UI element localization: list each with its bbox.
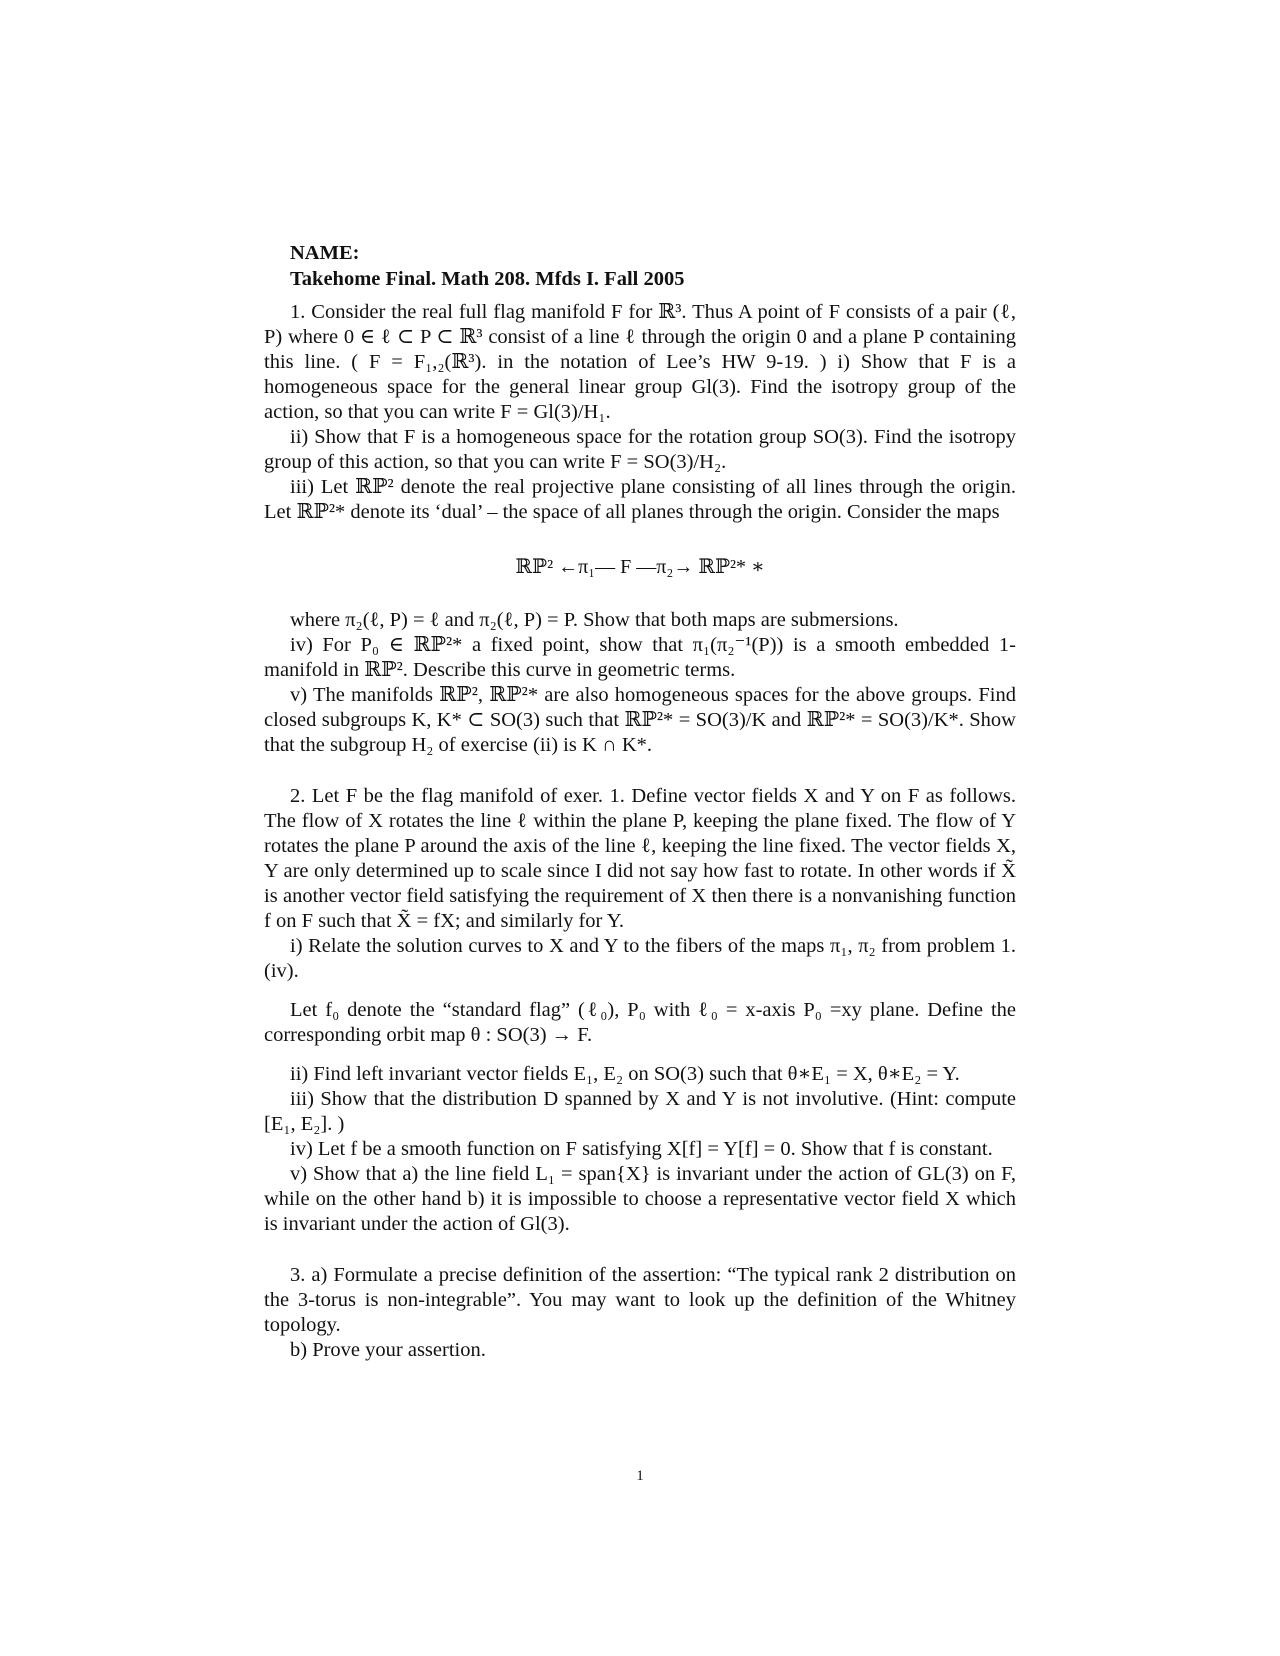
maps-diagram: ℝℙ² ←π₁— F —π₂→ ℝℙ²* ∗: [515, 556, 765, 578]
problem-3-part-a: 3. a) Formulate a precise definition of the assertion: “The typical rank 2 distribution on the 3-torus is non-integrable”. You may want to look up the definition of the Whitney topology.: [264, 1264, 1016, 1336]
problem-1-part-v: v) The manifolds ℝℙ², ℝℙ²* are also homogeneous spaces for the above groups. Find closed subgroups K, K* ⊂ SO(3) such that ℝℙ²* = SO(3)/K and ℝℙ²* = SO(3)/K*. Show that the subgroup H₂ of exercise (ii) is K ∩ K*.: [264, 684, 1016, 756]
problem-2-part-iii: iii) Show that the distribution D spanned by X and Y is not involutive. (Hint: compute [E₁, E₂]. ): [264, 1088, 1016, 1135]
problem-1-part-iii: iii) Let ℝℙ² denote the real projective plane consisting of all lines through the origin. Let ℝℙ²* denote its ‘dual’ – the space of all planes through the origin. Consider the maps: [264, 476, 1016, 523]
problem-1-intro: 1. Consider the real full flag manifold F for ℝ³. Thus A point of F consists of a pair (ℓ, P) where 0 ∈ ℓ ⊂ P ⊂ ℝ³ consist of a line ℓ through the origin 0 and a plane P containing this line. ( F = F₁,₂(ℝ³). in the notation of Lee’s HW 9-19. ) i) Show that F is a homogeneous space for the general linear group Gl(3). Find the isotropy group of the action, so that you can write F = Gl(3)/H₁.: [264, 301, 1016, 423]
problem-1-part-ii: ii) Show that F is a homogeneous space for the rotation group SO(3). Find the isotropy group of this action, so that you can write F = SO(3)/H₂.: [264, 426, 1016, 473]
problem-2-part-i: i) Relate the solution curves to X and Y to the fibers of the maps π₁, π₂ from problem 1.(iv).: [264, 935, 1016, 982]
problem-2-part-iv: iv) Let f be a smooth function on F satisfying X[f] = Y[f] = 0. Show that f is constant.: [290, 1138, 993, 1160]
problem-2-part-v: v) Show that a) the line field L₁ = span{X} is invariant under the action of GL(3) on F, while on the other hand b) it is impossible to choose a representative vector field X which is invariant under the action of Gl(3).: [264, 1163, 1016, 1235]
page-number: 1: [636, 1468, 644, 1484]
problem-3-part-b: b) Prove your assertion.: [290, 1339, 486, 1361]
problem-1-after-diagram: where π₂(ℓ, P) = ℓ and π₂(ℓ, P) = P. Show that both maps are submersions.: [290, 609, 899, 631]
problem-1-part-iv: iv) For P₀ ∈ ℝℙ²* a fixed point, show that π₁(π₂⁻¹(P)) is a smooth embedded 1-manifold in ℝℙ². Describe this curve in geometric terms.: [264, 634, 1016, 681]
name-label: NAME:: [290, 242, 360, 264]
problem-2-standard-flag: Let f₀ denote the “standard flag” (ℓ₀), P₀ with ℓ₀ = x-axis P₀ =xy plane. Define the corresponding orbit map θ : SO(3) → F.: [264, 999, 1016, 1046]
document-page: [264, 240, 1016, 1363]
problem-2-part-ii: ii) Find left invariant vector fields E₁, E₂ on SO(3) such that θ∗E₁ = X, θ∗E₂ = Y.: [290, 1063, 960, 1085]
page-title: Takehome Final. Math 208. Mfds I. Fall 2005: [290, 268, 685, 290]
problem-2-intro: 2. Let F be the flag manifold of exer. 1. Define vector fields X and Y on F as follows. The flow of X rotates the line ℓ within the plane P, keeping the plane fixed. The flow of Y rotates the plane P around the axis of the line ℓ, keeping the line fixed. The vector fields X, Y are only determined up to scale since I did not say how fast to rotate. In other words if X̃ is another vector field satisfying the requirement of X then there is a nonvanishing function f on F such that X̃ = fX; and similarly for Y.: [264, 785, 1016, 932]
